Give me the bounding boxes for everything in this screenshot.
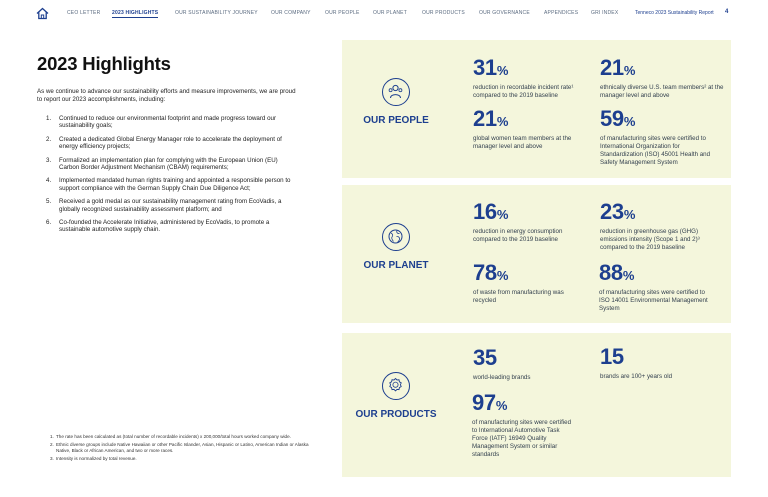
stat-description: of manufacturing sites were certified to International Automotive Task Force (IATF) 16949 Quality Management System or similar standards [472, 419, 572, 458]
list-number: 5. [46, 198, 52, 206]
list-text: Formalized an implementation plan for complying with the European Union (EU) Carbon Border Adjustment Mechanism (CBAM) requirements; [59, 156, 278, 172]
nav-2023-highlights[interactable]: 2023 HIGHLIGHTS [112, 10, 159, 16]
list-item [46, 219, 296, 234]
footnote-text: The rate has been calculated as (total number of recordable incidents) x 200,000/total hours worked company wide. [56, 434, 291, 439]
list-text: Implemented mandated human rights training and appointed a responsible person to support compliance with the German Supply Chain Due Diligence Act; [59, 177, 291, 192]
report-title: Tenneco 2023 Sustainability Report [635, 10, 714, 16]
footnote-text: Intensity is normalized by total revenue. [56, 456, 137, 461]
stat-block [600, 108, 718, 167]
nav-our-company[interactable]: OUR COMPANY [271, 10, 311, 16]
nav-sustainability-journey[interactable]: OUR SUSTAINABILITY JOURNEY [175, 10, 258, 16]
list-text: Co-founded the Accelerate Initiative, administered by EcoVadis, to promote a sustainable automotive supply chain. [59, 219, 270, 234]
stat-unit: % [496, 114, 509, 129]
list-number: 3. [46, 156, 52, 164]
list-number: 1. [46, 115, 52, 122]
home-icon[interactable] [36, 7, 49, 20]
products-panel [342, 333, 731, 477]
footnotes [50, 434, 320, 464]
planet-label: OUR PLANET [363, 260, 429, 271]
footnote [50, 456, 320, 462]
footnote-text: Ethnic diverse groups include Native Hawaiian or other Pacific Islander, Asian, Hispanic or Latino, American Indian or Alaska Native, Black or African American, and two or more races. [56, 442, 309, 453]
list-number: 4. [46, 177, 52, 185]
stat-block [473, 347, 573, 382]
stat-unit: % [622, 268, 635, 283]
footnote-number: 3. [50, 456, 54, 461]
stat-description: global women team members at the manager level and above [473, 135, 572, 150]
footnote-number: 2. [50, 442, 54, 447]
page-title: 2023 Highlights [37, 53, 171, 74]
stat-unit: % [496, 268, 509, 283]
list-number: 6. [46, 219, 52, 227]
nav-our-governance[interactable]: OUR GOVERNANCE [479, 10, 530, 16]
stat-description: ethnically diverse U.S. team members² at the manager level and above [600, 84, 724, 99]
footnote [50, 442, 320, 454]
top-navigation [0, 0, 768, 26]
stat-block [599, 262, 717, 313]
people-label: OUR PEOPLE [363, 115, 429, 126]
stat-block [600, 57, 725, 100]
stat-value: 35 [473, 345, 497, 370]
list-item [46, 198, 296, 213]
stat-value: 21 [473, 106, 497, 131]
stat-unit: % [623, 114, 636, 129]
stat-value: 78 [473, 260, 497, 285]
stat-block [473, 201, 573, 244]
list-item [46, 157, 296, 172]
stat-description: reduction in recordable incident rate¹ compared to the 2019 baseline [473, 84, 574, 99]
list-text: Created a dedicated Global Energy Manager role to accelerate the deployment of energy efficiency projects; [59, 135, 282, 151]
page-number: 4 [725, 9, 729, 15]
nav-ceo-letter[interactable]: CEO LETTER [67, 10, 101, 16]
stat-block [472, 392, 572, 459]
stat-description: brands are 100+ years old [600, 373, 673, 380]
nav-our-people[interactable]: OUR PEOPLE [325, 10, 360, 16]
stat-block [600, 201, 718, 252]
stat-value: 16 [473, 199, 497, 224]
stat-description: reduction in greenhouse gas (GHG) emissions intensity (Scope 1 and 2)³ compared to the 2019 baseline [600, 228, 700, 251]
list-item [46, 136, 296, 151]
stat-block [473, 57, 598, 100]
stat-block [473, 108, 578, 151]
intro-text: As we continue to advance our sustainability efforts and measure improvements, we are proud to report our 2023 accomplishments, including: [37, 88, 296, 104]
planet-panel [342, 185, 731, 323]
stat-description: of waste from manufacturing was recycled [473, 289, 564, 304]
stat-block [473, 262, 568, 305]
stat-unit: % [496, 207, 509, 222]
products-label: OUR PRODUCTS [355, 409, 437, 420]
stat-description: of manufacturing sites were certified to ISO 14001 Environmental Management System [599, 289, 708, 312]
stat-value: 88 [599, 260, 623, 285]
stat-description: world-leading brands [473, 374, 531, 381]
stat-value: 15 [600, 344, 624, 369]
nav-our-products[interactable]: OUR PRODUCTS [422, 10, 465, 16]
list-text: Continued to reduce our environmental footprint and made progress toward our sustainability goals; [59, 115, 277, 130]
stat-unit: % [623, 63, 636, 78]
people-panel [342, 40, 731, 178]
nav-gri-index[interactable]: GRI INDEX [591, 10, 619, 16]
stat-unit: % [496, 63, 509, 78]
stat-unit: % [623, 207, 636, 222]
planet-category [342, 223, 450, 271]
stat-value: 21 [600, 55, 624, 80]
stat-unit: % [495, 398, 508, 413]
stat-description: of manufacturing sites were certified to International Organization for Standardization (ISO) 45001 Health and Safety Management System [600, 135, 711, 166]
award-icon [382, 372, 410, 400]
stat-value: 23 [600, 199, 624, 224]
list-item [46, 115, 296, 130]
products-category [342, 372, 450, 420]
list-item [46, 177, 296, 192]
footnote-number: 1. [50, 434, 54, 439]
stat-description: reduction in energy consumption compared to the 2019 baseline [473, 228, 563, 243]
stat-value: 31 [473, 55, 497, 80]
stat-value: 59 [600, 106, 624, 131]
stat-block [600, 346, 710, 381]
list-number: 2. [46, 135, 52, 143]
people-category [342, 78, 450, 126]
nav-appendices[interactable]: APPENDICES [544, 10, 579, 16]
footnote [50, 434, 320, 440]
nav-our-planet[interactable]: OUR PLANET [373, 10, 407, 16]
stat-value: 97 [472, 390, 496, 415]
accomplishments-list [46, 115, 296, 240]
people-icon [382, 78, 410, 106]
list-text: Received a gold medal as our sustainability management rating from EcoVadis, a globally recognized sustainability assessment platform; and [59, 198, 282, 213]
globe-icon [382, 223, 410, 251]
